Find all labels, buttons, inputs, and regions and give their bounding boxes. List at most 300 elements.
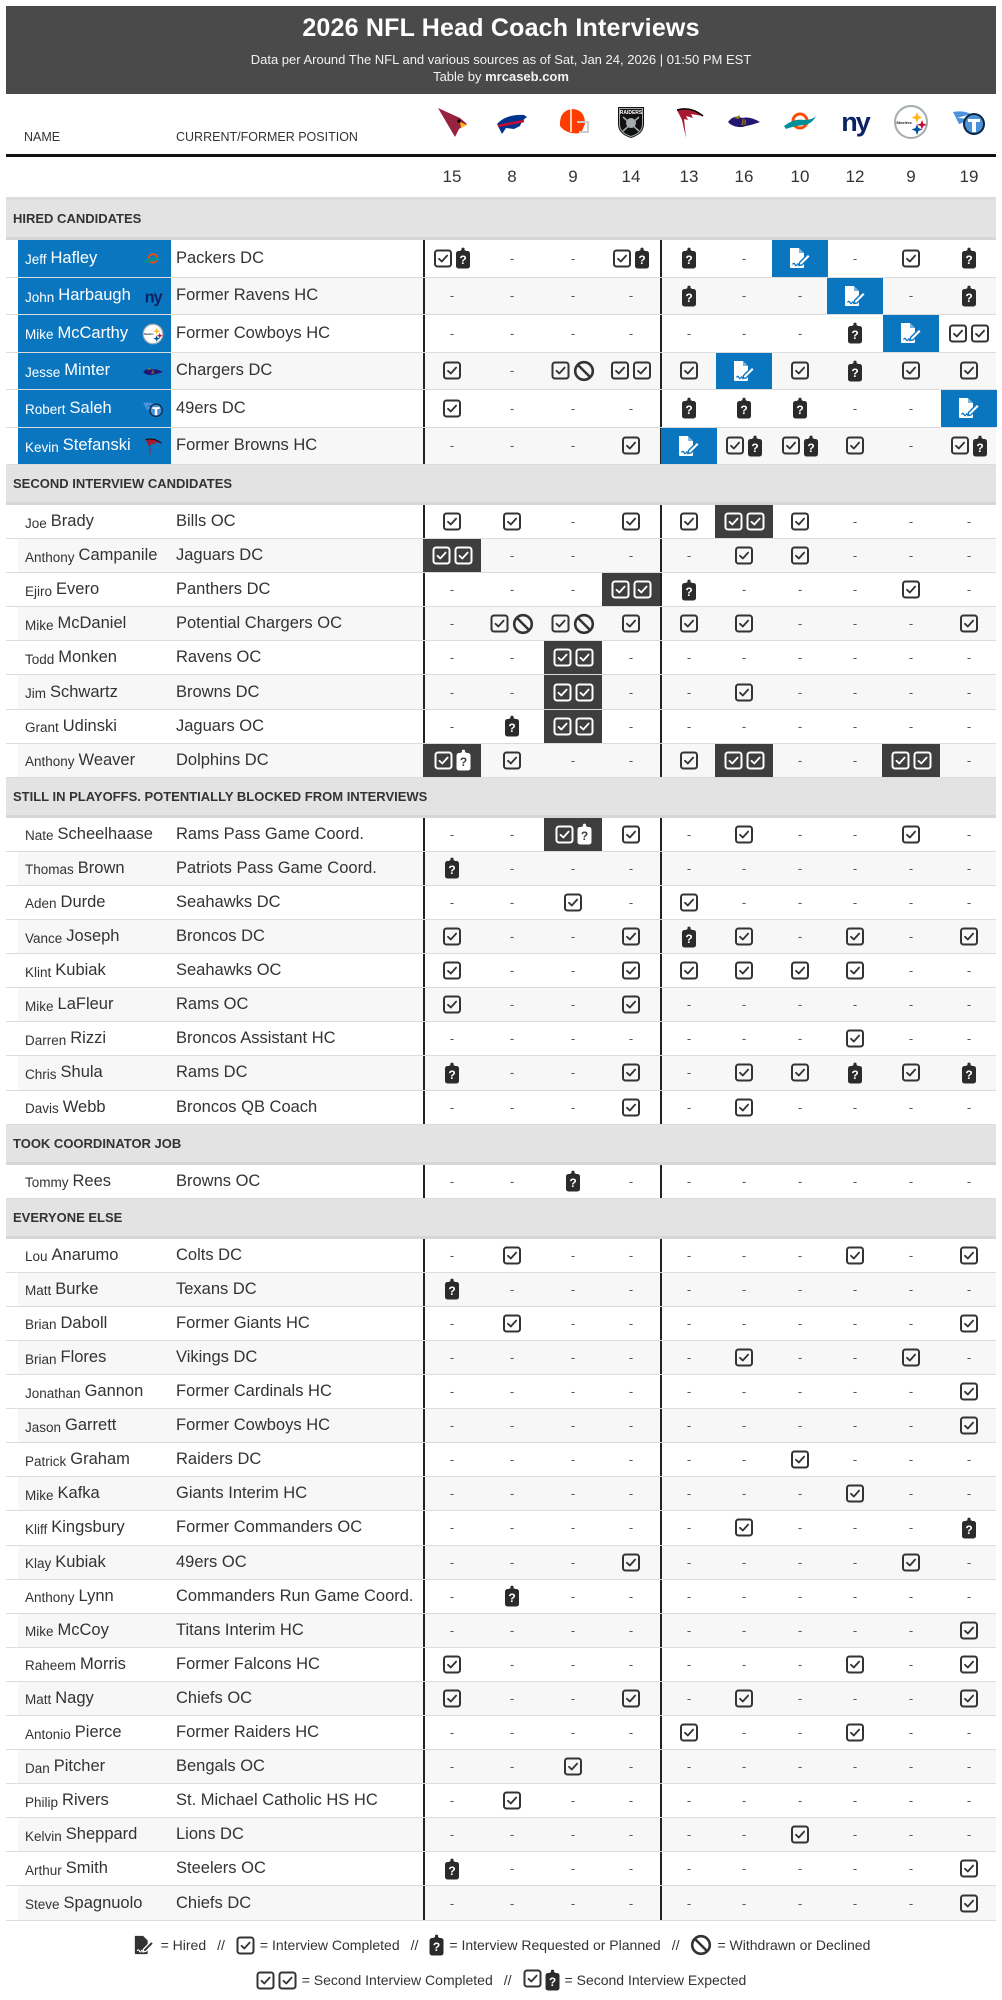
coach-name[interactable] [18, 1091, 171, 1124]
coach-position: Broncos DC [176, 927, 265, 946]
interview-completed-cell [443, 1648, 462, 1681]
no-interview-cell: - [686, 826, 692, 842]
no-interview-cell: - [797, 1173, 803, 1189]
hired-cell [661, 428, 717, 465]
no-interview-cell: - [509, 1690, 515, 1706]
browns-logo-icon [555, 104, 591, 140]
svg-text:?: ? [740, 403, 748, 418]
second-interview-expected-icon [523, 1969, 560, 1991]
last-name: Saleh [69, 398, 112, 417]
last-name: Pierce [74, 1723, 122, 1742]
no-interview-cell: - [570, 1861, 576, 1877]
table-row [6, 1750, 996, 1784]
coach-name[interactable] [18, 1477, 171, 1510]
coach-name[interactable] [18, 278, 171, 315]
interview-completed-cell [960, 1239, 979, 1272]
first-name: Raheem [25, 1658, 77, 1674]
second-interview-completed-cell [423, 539, 481, 572]
first-name: Arthur [25, 1862, 62, 1878]
no-interview-cell: - [686, 1247, 692, 1263]
section-header: EVERYONE ELSE [6, 1199, 996, 1239]
no-interview-cell: - [797, 582, 803, 598]
table-row [6, 1511, 996, 1545]
column-divider [423, 573, 425, 606]
no-interview-cell: - [628, 1588, 634, 1604]
steelers-logo-icon [141, 323, 165, 343]
coach-name[interactable] [18, 1852, 171, 1885]
team-interview-count: 10 [790, 167, 810, 186]
titans-logo-icon [951, 104, 987, 140]
no-interview-cell: - [570, 1520, 576, 1536]
column-divider [423, 1409, 425, 1442]
first-name: Jeff [25, 252, 47, 268]
interview-completed-cell [735, 1682, 754, 1715]
interview-completed-icon [846, 1029, 865, 1048]
section-header: STILL IN PLAYOFFS. POTENTIALLY BLOCKED FROM INTERVIEWS [6, 778, 996, 818]
coach-position: Former Cowboys HC [176, 323, 331, 342]
last-name: Hafley [50, 248, 98, 267]
interview-completed-cell [735, 1341, 754, 1374]
column-divider [423, 240, 425, 277]
coach-name[interactable] [18, 1750, 171, 1783]
column-divider [423, 1091, 425, 1124]
svg-text:?: ? [965, 1523, 973, 1538]
team-interview-count: 14 [621, 167, 641, 186]
interview-completed-cell [846, 920, 865, 953]
no-interview-cell: - [852, 684, 858, 700]
interview-completed-cell [735, 1511, 754, 1544]
interview-requested-cell [682, 920, 697, 953]
coach-name[interactable] [18, 1239, 171, 1272]
no-interview-cell: - [449, 684, 455, 700]
first-name: Matt [25, 1692, 52, 1708]
team-interview-count: 15 [442, 167, 462, 186]
no-interview-cell: - [686, 1622, 692, 1638]
no-interview-cell: - [509, 1895, 515, 1911]
coach-name[interactable] [18, 1648, 171, 1681]
no-interview-cell: - [908, 650, 914, 666]
table-row [6, 886, 996, 920]
no-interview-cell: - [509, 860, 515, 876]
coach-name[interactable] [18, 390, 171, 427]
interview-completed-icon [791, 961, 810, 980]
table-row [6, 1716, 996, 1750]
hired-cell [883, 315, 939, 352]
interview-completed-cell [791, 505, 810, 538]
interview-requested-cell [848, 315, 863, 352]
no-interview-cell: - [852, 650, 858, 666]
interview-completed-icon [902, 361, 921, 380]
coach-name[interactable] [18, 1546, 171, 1579]
column-header-row [6, 96, 996, 156]
coach-name[interactable] [18, 1165, 171, 1198]
no-interview-cell: - [908, 548, 914, 564]
team-count-row [6, 157, 996, 197]
first-name: Chris [25, 1066, 57, 1082]
no-interview-cell: - [741, 1554, 747, 1570]
table-row [6, 1443, 996, 1477]
coach-name[interactable] [18, 1307, 171, 1340]
legend-hired: = Hired [160, 1937, 207, 1953]
interview-completed-cell [791, 539, 810, 572]
svg-text:?: ? [965, 1068, 973, 1083]
first-name: Anthony [25, 1590, 75, 1606]
team-interview-count: 9 [568, 167, 578, 186]
no-interview-cell: - [686, 1690, 692, 1706]
column-divider [423, 1165, 425, 1198]
coach-name[interactable] [18, 240, 171, 277]
interview-completed-cell [503, 744, 522, 777]
no-interview-cell: - [628, 1520, 634, 1536]
last-name: Flores [60, 1348, 107, 1367]
first-name: Kliff [25, 1521, 48, 1537]
coach-name[interactable] [18, 710, 171, 743]
coach-name[interactable] [18, 641, 171, 674]
no-interview-cell: - [686, 325, 692, 341]
coach-name[interactable] [18, 675, 171, 708]
no-interview-cell: - [852, 514, 858, 530]
no-interview-cell: - [449, 582, 455, 598]
table-row [6, 710, 996, 744]
coach-name[interactable] [18, 1682, 171, 1715]
interview-requested-icon [748, 435, 763, 457]
no-interview-cell: - [686, 1418, 692, 1434]
coach-position: Former Raiders HC [176, 1723, 320, 1742]
coach-name[interactable] [18, 428, 171, 465]
no-interview-cell: - [852, 548, 858, 564]
completed-and-requested-cell [782, 428, 819, 465]
subtitle: Data per Around The NFL and various sources as of Sat, Jan 24, 2026 | 01:50 PM EST [250, 52, 752, 67]
no-interview-cell: - [509, 250, 515, 266]
interview-requested-icon [804, 435, 819, 457]
interview-completed-cell [443, 390, 462, 427]
column-divider [660, 1580, 662, 1613]
interview-completed-icon [960, 614, 979, 633]
coach-name[interactable] [18, 1341, 171, 1374]
no-interview-cell: - [797, 1281, 803, 1297]
coach-name[interactable] [18, 1818, 171, 1851]
coach-name[interactable] [18, 607, 171, 640]
second-interview-completed-cell [544, 641, 602, 674]
coach-position: Rams DC [176, 1063, 248, 1082]
no-interview-cell: - [966, 548, 972, 564]
interview-completed-cell [960, 1375, 979, 1408]
column-divider [660, 1818, 662, 1851]
interview-completed-cell [846, 954, 865, 987]
column-divider [660, 505, 662, 538]
no-interview-cell: - [570, 752, 576, 768]
no-interview-cell: - [797, 1099, 803, 1115]
coach-name[interactable] [18, 954, 171, 987]
no-interview-cell: - [570, 1690, 576, 1706]
svg-text:?: ? [448, 1284, 456, 1299]
no-interview-cell: - [628, 288, 634, 304]
coach-position: Potential Chargers OC [176, 614, 342, 633]
table-row [6, 1818, 996, 1852]
coach-position: Former Commanders OC [176, 1518, 363, 1537]
interview-completed-cell [846, 1477, 865, 1510]
svg-text:?: ? [851, 328, 859, 343]
interview-completed-icon [503, 1791, 522, 1810]
no-interview-cell: - [852, 1861, 858, 1877]
table-row [6, 1022, 996, 1056]
no-interview-cell: - [628, 1622, 634, 1638]
no-interview-cell: - [628, 650, 634, 666]
interview-completed-cell [960, 1307, 979, 1340]
interview-completed-icon [782, 436, 801, 455]
coach-name[interactable] [18, 1784, 171, 1817]
no-interview-cell: - [628, 1247, 634, 1263]
coach-position: St. Michael Catholic HS HC [176, 1791, 378, 1810]
no-interview-cell: - [628, 548, 634, 564]
column-divider [660, 852, 662, 885]
no-interview-cell: - [509, 582, 515, 598]
interview-completed-cell [735, 920, 754, 953]
table-row [6, 1165, 996, 1199]
interview-requested-icon [566, 1170, 581, 1192]
coach-name[interactable] [18, 1614, 171, 1647]
column-divider [660, 1375, 662, 1408]
column-divider [660, 744, 662, 777]
column-divider [660, 710, 662, 743]
first-name: Philip [25, 1794, 59, 1810]
interview-requested-cell [682, 573, 697, 606]
credit [6, 69, 996, 84]
credit-site-link[interactable]: mrcaseb.com [485, 69, 569, 84]
svg-text:?: ? [851, 365, 859, 380]
no-interview-cell: - [852, 1099, 858, 1115]
no-interview-cell: - [509, 1827, 515, 1843]
coach-name[interactable] [18, 1375, 171, 1408]
name-column-header[interactable]: NAME [24, 130, 61, 144]
coach-name[interactable] [18, 1716, 171, 1749]
interview-requested-icon [682, 285, 697, 307]
no-interview-cell: - [628, 752, 634, 768]
interview-completed-cell [622, 607, 641, 640]
table-row [6, 1886, 996, 1920]
coach-name[interactable] [18, 1511, 171, 1544]
first-name: Nate [25, 828, 54, 844]
coach-name[interactable] [18, 1580, 171, 1613]
column-divider [660, 353, 662, 390]
coach-name[interactable] [18, 1443, 171, 1476]
column-divider [660, 1477, 662, 1510]
column-divider [660, 1784, 662, 1817]
no-interview-cell: - [741, 1281, 747, 1297]
hired-cell [716, 353, 772, 390]
svg-text:?: ? [508, 721, 516, 736]
interview-requested-cell [682, 278, 697, 315]
interview-completed-icon [622, 614, 641, 633]
table-row [6, 573, 996, 607]
coach-name[interactable] [18, 353, 171, 390]
interview-completed-icon [960, 927, 979, 946]
last-name: Kingsbury [51, 1518, 125, 1537]
withdrawn-icon [690, 1934, 712, 1956]
no-interview-cell: - [741, 1622, 747, 1638]
last-name: Morris [80, 1654, 126, 1673]
coach-name[interactable] [18, 988, 171, 1021]
interview-completed-icon [434, 249, 453, 268]
coach-name[interactable] [18, 505, 171, 538]
last-name: Shula [60, 1063, 103, 1082]
section-header: HIRED CANDIDATES [6, 200, 996, 240]
interview-requested-icon [429, 1934, 444, 1956]
column-divider [423, 852, 425, 885]
interview-completed-icon [553, 717, 572, 736]
table-row [6, 1375, 996, 1409]
column-divider [660, 1546, 662, 1579]
no-interview-cell: - [570, 325, 576, 341]
no-interview-cell: - [686, 1520, 692, 1536]
interview-completed-icon [443, 995, 462, 1014]
column-divider [660, 1716, 662, 1749]
interview-requested-icon [973, 435, 988, 457]
interview-completed-cell [960, 607, 979, 640]
legend-withdrawn: = Withdrawn or Declined [717, 1937, 871, 1953]
coach-name[interactable] [18, 315, 171, 352]
coach-name[interactable] [18, 539, 171, 572]
no-interview-cell: - [449, 1622, 455, 1638]
first-name: Jim [25, 686, 46, 702]
interview-completed-icon [443, 927, 462, 946]
no-interview-cell: - [908, 1099, 914, 1115]
coach-name[interactable] [18, 573, 171, 606]
section-header: SECOND INTERVIEW CANDIDATES [6, 465, 996, 505]
last-name: Webb [62, 1097, 106, 1116]
no-interview-cell: - [908, 1725, 914, 1741]
coach-name[interactable] [18, 1886, 171, 1919]
no-interview-cell: - [966, 1281, 972, 1297]
last-name: Evero [56, 580, 100, 599]
no-interview-cell: - [966, 1099, 972, 1115]
interview-completed-cell [503, 1239, 522, 1272]
coach-name[interactable] [18, 886, 171, 919]
column-divider [660, 920, 662, 953]
coach-position: Seahawks OC [176, 961, 282, 980]
interview-completed-icon [846, 1484, 865, 1503]
interview-completed-icon [551, 614, 570, 633]
interview-completed-cell [960, 1648, 979, 1681]
no-interview-cell: - [966, 1793, 972, 1809]
second-interview-completed-cell [544, 710, 602, 743]
column-divider [660, 278, 662, 315]
first-name: Patrick [25, 1453, 67, 1469]
coach-name[interactable] [18, 852, 171, 885]
coach-name[interactable] [18, 1056, 171, 1089]
no-interview-cell: - [966, 1486, 972, 1502]
last-name: Gannon [84, 1382, 144, 1401]
coach-name[interactable] [18, 1409, 171, 1442]
column-divider [423, 1716, 425, 1749]
no-interview-cell: - [908, 1281, 914, 1297]
no-interview-cell: - [570, 860, 576, 876]
first-name: Brian [25, 1317, 57, 1333]
no-interview-cell: - [908, 718, 914, 734]
no-interview-cell: - [686, 1173, 692, 1189]
interview-completed-cell [960, 1409, 979, 1442]
no-interview-cell: - [449, 325, 455, 341]
first-name: Jesse [25, 364, 61, 380]
column-divider [423, 1784, 425, 1817]
no-interview-cell: - [741, 1486, 747, 1502]
column-divider [423, 1443, 425, 1476]
interview-completed-icon [680, 893, 699, 912]
no-interview-cell: - [797, 1031, 803, 1047]
interview-completed-icon [680, 361, 699, 380]
first-name: Ejiro [25, 583, 53, 599]
interview-completed-icon [726, 436, 745, 455]
no-interview-cell: - [741, 860, 747, 876]
no-interview-cell: - [449, 1554, 455, 1570]
position-column-header[interactable]: CURRENT/FORMER POSITION [176, 130, 358, 144]
last-name: Sheppard [65, 1825, 138, 1844]
no-interview-cell: - [852, 1315, 858, 1331]
no-interview-cell: - [908, 514, 914, 530]
no-interview-cell: - [966, 894, 972, 910]
svg-text:B: B [741, 118, 747, 127]
first-name: Dan [25, 1760, 50, 1776]
interview-completed-icon [575, 717, 594, 736]
column-divider [660, 607, 662, 640]
interview-completed-icon [680, 961, 699, 980]
no-interview-cell: - [509, 1452, 515, 1468]
column-divider [423, 1239, 425, 1272]
interview-completed-icon [680, 751, 699, 770]
second-interview-completed-cell [602, 573, 660, 606]
no-interview-cell: - [449, 1247, 455, 1263]
interview-completed-cell [902, 353, 921, 390]
interview-completed-cell [846, 1239, 865, 1272]
legend-separator: // [503, 1972, 512, 1988]
interview-completed-icon [432, 546, 451, 565]
column-divider [660, 954, 662, 987]
giants-logo-icon [141, 286, 165, 306]
coach-name[interactable] [18, 1273, 171, 1306]
no-interview-cell: - [966, 718, 972, 734]
no-interview-cell: - [570, 1452, 576, 1468]
coach-name[interactable] [18, 818, 171, 851]
no-interview-cell: - [966, 582, 972, 598]
ravens-logo-icon [141, 361, 165, 381]
interview-completed-cell [735, 675, 754, 708]
interview-completed-icon [551, 361, 570, 380]
no-interview-cell: - [570, 1827, 576, 1843]
last-name: Durde [60, 892, 106, 911]
no-interview-cell: - [908, 1520, 914, 1536]
no-interview-cell: - [686, 1895, 692, 1911]
no-interview-cell: - [908, 1827, 914, 1843]
coach-name[interactable] [18, 920, 171, 953]
no-interview-cell: - [628, 1759, 634, 1775]
no-interview-cell: - [797, 1895, 803, 1911]
svg-text:RAIDERS: RAIDERS [619, 110, 643, 116]
interview-completed-icon [622, 1063, 641, 1082]
no-interview-cell: - [509, 1861, 515, 1877]
hired-icon [787, 246, 813, 270]
interview-completed-icon [791, 361, 810, 380]
svg-text:?: ? [448, 1864, 456, 1879]
column-divider [423, 278, 425, 315]
coach-name[interactable] [18, 1022, 171, 1055]
coach-name[interactable] [18, 744, 171, 777]
svg-text:?: ? [580, 829, 588, 844]
column-divider [423, 1852, 425, 1885]
interview-requested-icon [445, 1858, 460, 1880]
interview-requested-icon [505, 1585, 520, 1607]
first-name: Anthony [25, 754, 75, 770]
no-interview-cell: - [509, 1486, 515, 1502]
